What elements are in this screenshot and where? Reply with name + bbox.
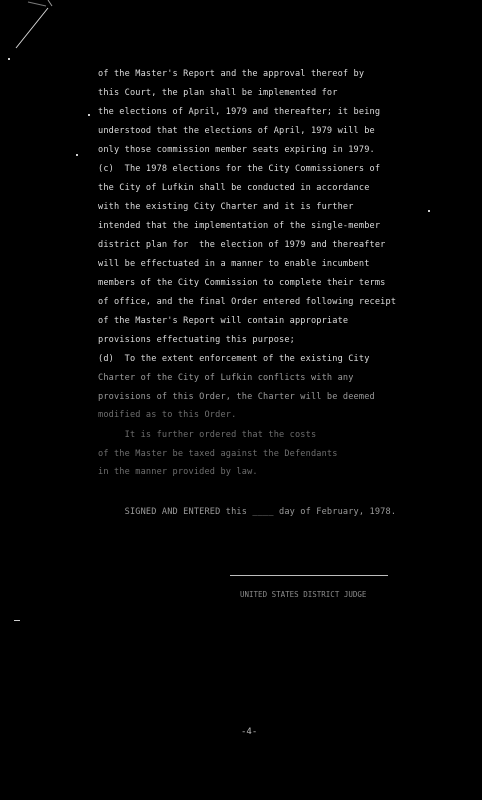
text-line: of the Master's Report and the approval thereof by	[98, 69, 365, 79]
text-line: members of the City Commission to complete their terms	[98, 278, 386, 288]
page-number: -4-	[241, 727, 258, 737]
text-line: of the Master's Report will contain appropriate	[98, 316, 349, 326]
text-line: intended that the implementation of the single-member	[98, 221, 381, 231]
scan-speck	[76, 154, 78, 156]
text-line: (d) To the extent enforcement of the existing City	[98, 354, 370, 364]
text-line: this Court, the plan shall be implemented for	[98, 88, 338, 98]
text-line: only those commission member seats expiring in 1979.	[98, 145, 375, 155]
text-line: the City of Lufkin shall be conducted in accordance	[98, 183, 370, 193]
text-line: provisions effectuating this purpose;	[98, 335, 295, 345]
text-line: district plan for the election of 1979 and thereafter	[98, 240, 386, 250]
scan-speck	[88, 114, 90, 116]
signature-title: UNITED STATES DISTRICT JUDGE	[240, 590, 367, 599]
signature-rule	[230, 575, 388, 576]
scan-speck	[8, 58, 10, 60]
text-line: in the manner provided by law.	[98, 467, 258, 477]
signed-entered-line: SIGNED AND ENTERED this ____ day of February, 1978.	[98, 507, 397, 517]
scan-speck	[14, 620, 20, 621]
text-line: provisions of this Order, the Charter will be deemed	[98, 392, 375, 402]
text-line: of office, and the final Order entered following receipt	[98, 297, 397, 307]
text-line: It is further ordered that the costs	[98, 430, 317, 440]
text-line: of the Master be taxed against the Defendants	[98, 449, 338, 459]
text-line: Charter of the City of Lufkin conflicts with any	[98, 373, 354, 383]
text-line: with the existing City Charter and it is further	[98, 202, 354, 212]
text-line: modified as to this Order.	[98, 410, 237, 420]
text-line: understood that the elections of April, 1979 will be	[98, 126, 375, 136]
text-line: the elections of April, 1979 and thereafter; it being	[98, 107, 381, 117]
text-line: (c) The 1978 elections for the City Commissioners of	[98, 164, 381, 174]
text-line: will be effectuated in a manner to enable incumbent	[98, 259, 370, 269]
scan-speck	[428, 210, 430, 212]
